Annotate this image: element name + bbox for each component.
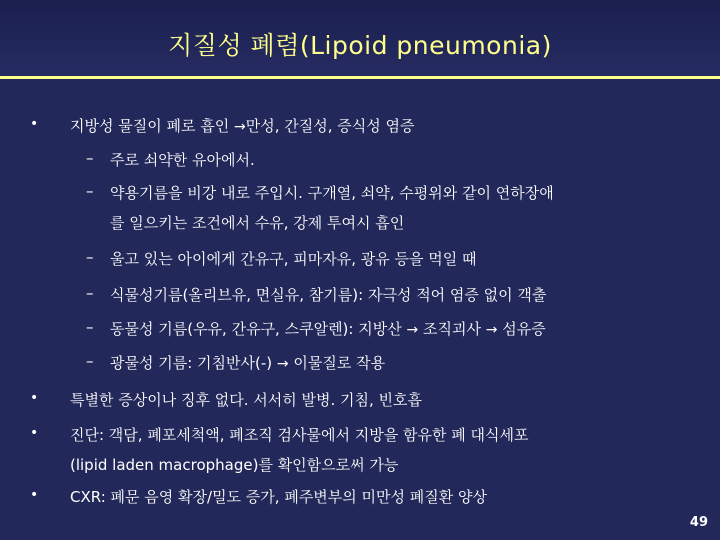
- dash-icon: –: [86, 149, 94, 167]
- title-rule: [0, 76, 720, 79]
- page-number: 49: [689, 515, 708, 530]
- sub-item-2-cont: 를 일으키는 조건에서 수유, 강제 투여시 흡인: [110, 214, 405, 232]
- sub-item-6: [110, 352, 385, 373]
- sub-item-3: 울고 있는 아이에게 간유구, 피마자유, 광유 등을 먹일 때: [110, 250, 477, 268]
- sub-item-5: [110, 318, 546, 339]
- bullet-icon: •: [30, 390, 39, 406]
- dash-icon: –: [86, 318, 94, 336]
- bullet-icon: •: [30, 116, 39, 132]
- sub-item-4: 식물성기름(올리브유, 면실유, 참기름): 자극성 적어 염증 없이 객출: [110, 286, 547, 304]
- sub-text-part: 동물성 기름(우유, 간유구, 스쿠알렌): 지방산: [110, 320, 407, 338]
- bullet-text-2: 특별한 증상이나 징후 없다. 서서히 발병. 기침, 빈호흡: [70, 391, 422, 409]
- arrow-icon: →: [406, 322, 419, 338]
- sub-item-2: 약용기름을 비강 내로 주입시. 구개열, 쇠약, 수평위와 같이 연하장애: [110, 184, 554, 202]
- bullet-text-4: CXR: 폐문 음영 확장/밀도 증가, 폐주변부의 미만성 폐질환 양상: [70, 488, 488, 506]
- arrow-icon: →: [233, 119, 246, 135]
- arrow-icon: →: [485, 322, 498, 338]
- dash-icon: –: [86, 284, 94, 302]
- bullet-text-3-cont: (lipid laden macrophage)를 확인함으로써 가능: [70, 456, 399, 474]
- bullet-text-1: [70, 115, 414, 136]
- bullet-icon: •: [30, 487, 39, 503]
- dash-icon: –: [86, 248, 94, 266]
- sub-text-part: 광물성 기름: 기침반사(-): [110, 354, 277, 372]
- dash-icon: –: [86, 352, 94, 370]
- bullet-icon: •: [30, 425, 39, 441]
- sub-item-1: 주로 쇠약한 유아에서.: [110, 151, 255, 169]
- sub-text-part: 조직괴사: [418, 320, 486, 338]
- dash-icon: –: [86, 182, 94, 200]
- sub-text-part: 섬유증: [497, 320, 546, 338]
- arrow-icon: →: [276, 356, 289, 372]
- slide-title: 지질성 폐렴(Lipoid pneumonia): [168, 31, 552, 60]
- sub-text-part: 이물질로 작용: [288, 354, 386, 372]
- bullet-text-part: 만성, 간질성, 증식성 염증: [245, 117, 415, 135]
- bullet-text-part: 지방성 물질이 폐로 흡인: [70, 117, 234, 135]
- bullet-text-3: 진단: 객담, 폐포세척액, 폐조직 검사물에서 지방을 함유한 폐 대식세포: [70, 426, 529, 444]
